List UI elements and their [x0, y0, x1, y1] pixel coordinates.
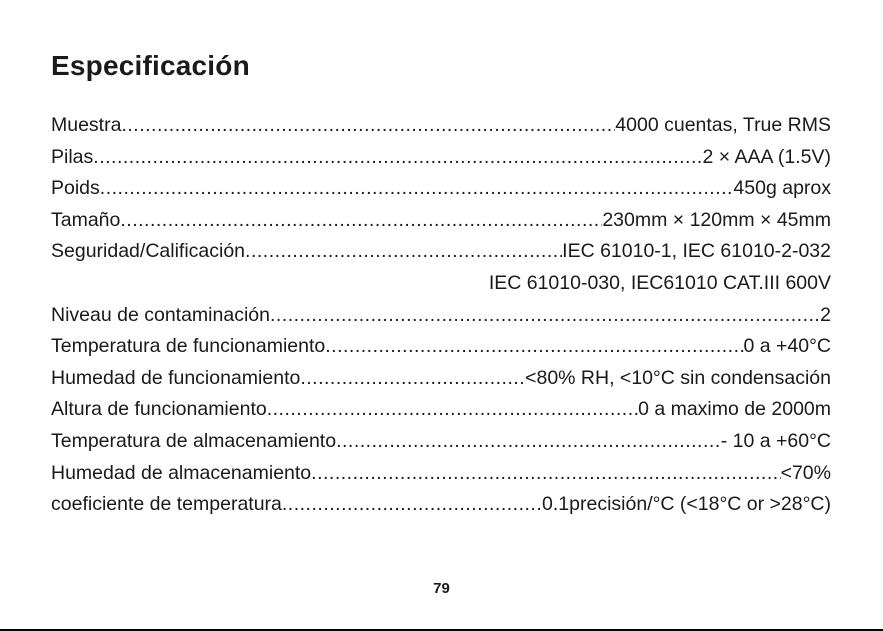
spec-value: <70% — [780, 461, 831, 484]
spec-label: Temperatura de funcionamiento — [51, 335, 326, 358]
dot-leader — [270, 300, 820, 332]
dot-leader — [282, 489, 542, 521]
spec-row-operating-humidity — [51, 363, 831, 395]
spec-value: 2 — [820, 303, 831, 326]
spec-row-temperature-coefficient — [51, 489, 831, 521]
spec-label: Temperatura de almacenamiento — [51, 429, 337, 452]
spec-value: 0.1precisión/°C (<18°C or >28°C) — [542, 493, 831, 516]
spec-label: Niveau de contaminación — [51, 303, 270, 326]
dot-leader — [267, 394, 638, 426]
spec-value: <80% RH, <10°C sin condensación — [525, 366, 831, 389]
spec-value: IEC 61010-030, IEC61010 CAT.III 600V — [488, 271, 831, 294]
spec-row-weight — [51, 173, 831, 205]
dot-leader — [325, 331, 743, 363]
spec-label: Humedad de almacenamiento — [51, 461, 312, 484]
spec-row-safety — [51, 236, 831, 268]
spec-value: 4000 cuentas, True RMS — [615, 114, 831, 136]
spec-label: Pilas — [51, 145, 94, 168]
spec-label: Poids — [51, 177, 100, 200]
spec-row-storage-temperature — [51, 426, 831, 458]
spec-row-safety-continued — [51, 268, 831, 300]
spec-row-sample — [51, 110, 831, 142]
page-title: Especificación — [51, 50, 250, 81]
dot-leader — [311, 458, 780, 490]
dot-leader — [336, 426, 721, 458]
spec-value: IEC 61010-1, IEC 61010-2-032 — [562, 240, 831, 263]
spec-value: 0 a +40°C — [743, 335, 831, 358]
spec-row-batteries — [51, 142, 831, 174]
spec-label: Altura de funcionamiento — [51, 398, 267, 421]
spec-label: Muestra — [51, 114, 122, 136]
spec-label: Tamaño — [51, 208, 121, 231]
spec-value: - 10 a +60°C — [720, 429, 831, 452]
spec-row-storage-humidity — [51, 458, 831, 490]
dot-leader — [121, 110, 615, 142]
specification-list — [51, 110, 831, 521]
dot-leader — [100, 173, 734, 205]
spec-label: Seguridad/Calificación — [51, 240, 246, 263]
spec-value: 2 × AAA (1.5V) — [702, 145, 831, 168]
spec-row-pollution-degree — [51, 300, 831, 332]
dot-leader — [245, 236, 562, 268]
spec-value: 450g aprox — [733, 177, 831, 200]
spec-label: Humedad de funcionamiento — [51, 366, 301, 389]
dot-leader — [300, 363, 525, 395]
spec-value: 230mm × 120mm × 45mm — [602, 208, 831, 231]
spec-row-operating-temperature — [51, 331, 831, 363]
spec-row-operating-altitude — [51, 394, 831, 426]
spec-label: coeficiente de temperatura — [51, 493, 282, 516]
spec-value: 0 a maximo de 2000m — [638, 398, 831, 421]
dot-leader — [120, 205, 602, 237]
dot-leader — [93, 142, 702, 174]
spec-row-size — [51, 205, 831, 237]
page-number: 79 — [433, 580, 450, 597]
